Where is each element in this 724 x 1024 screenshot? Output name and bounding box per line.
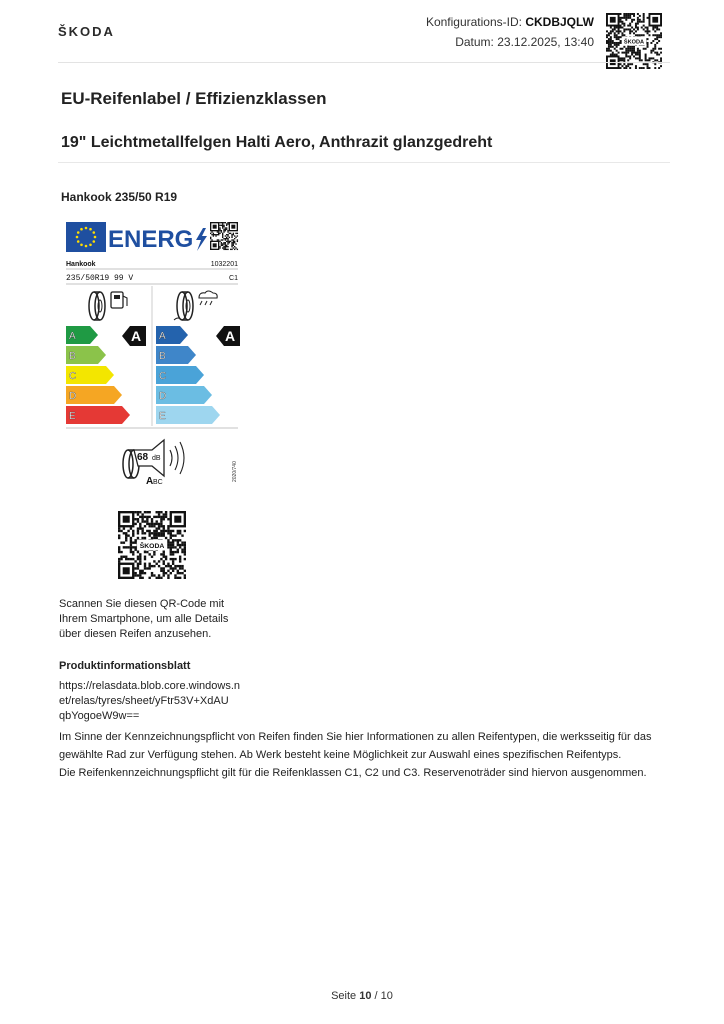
svg-text:C: C [69, 371, 77, 382]
scale-bar-a [66, 326, 98, 344]
scan-text-line: Ihrem Smartphone, um alle Details [59, 613, 229, 625]
scale-bar-d [156, 386, 212, 404]
product-sheet-url-line[interactable]: https://relasdata.blob.core.windows.n [59, 680, 240, 692]
svg-text:D: D [159, 391, 167, 402]
scale-bar-b [156, 346, 196, 364]
wet-grip-icon [174, 291, 217, 320]
product-sheet-heading: Produktinformationsblatt [59, 660, 191, 672]
date-value: 23.12.2025, 13:40 [497, 35, 594, 49]
scale-bar-d [66, 386, 122, 404]
config-id-line [426, 15, 594, 29]
fuel-class-indicator [122, 326, 146, 346]
label-qr-code-icon [210, 222, 238, 250]
product-sheet-link[interactable] [59, 679, 240, 724]
noise-db-value: 68 [137, 452, 149, 463]
noise-db-unit: dB [152, 455, 161, 462]
skoda-logo: ŠKODA [58, 24, 115, 39]
label-class: C1 [229, 275, 238, 282]
info-line: Die Reifenkennzeichnungspflicht gilt für die Reifenklassen C1, C2 und C3. Reservenoträder sind hiervon ausgenommen. [59, 767, 647, 779]
wet-class-indicator [216, 326, 240, 346]
svg-text:D: D [69, 391, 77, 402]
svg-text:A: A [159, 331, 166, 342]
scale-bar-c [66, 366, 114, 384]
info-line: Im Sinne der Kennzeichnungspflicht von Reifen finden Sie hier Informationen zu allen Reifentypen, die werksseitig für das [59, 731, 652, 743]
page-sep: / [374, 990, 378, 1002]
svg-text:B: B [69, 351, 76, 362]
page-subtitle: 19" Leichtmetallfelgen Halti Aero, Anthrazit glanzgedreht [61, 134, 493, 151]
qr-logo-text: ŠKODA [139, 543, 165, 551]
scale-bar-e [156, 406, 220, 424]
scale-bar-a [156, 326, 188, 344]
svg-text:A: A [69, 331, 76, 342]
info-paragraph [59, 728, 652, 782]
wet-class-value: A [224, 328, 236, 344]
wet-grip-scale [156, 326, 220, 424]
label-brand: Hankook [66, 261, 96, 268]
config-id-value: CKDBJQLW [525, 15, 594, 29]
energy-bolt-icon [196, 228, 207, 251]
svg-text:E: E [159, 411, 166, 422]
eu-flag-icon [66, 222, 106, 252]
subtitle-divider [58, 162, 670, 163]
page-number [0, 990, 724, 1002]
fuel-class-value: A [130, 328, 142, 344]
fuel-efficiency-scale [66, 326, 130, 424]
scan-text-line: über diesen Reifen anzusehen. [59, 628, 212, 640]
date-label: Datum: [455, 35, 494, 49]
label-size: 235/50R19 99 V [66, 274, 134, 283]
eu-tyre-label-graphic [64, 220, 240, 492]
page-current: 10 [359, 990, 372, 1002]
svg-text:E: E [69, 411, 76, 422]
date-line [455, 35, 594, 49]
fuel-efficiency-icon [89, 292, 127, 320]
scale-bar-c [156, 366, 204, 384]
scale-bar-e [66, 406, 130, 424]
header-divider [58, 62, 670, 63]
eu-tyre-label [64, 220, 240, 492]
scan-instructions [59, 597, 228, 642]
product-sheet-url-line[interactable]: qbYogoeW9w== [59, 710, 140, 722]
product-sheet-url-line[interactable]: et/relas/tyres/sheet/yFtr53V+XdAU [59, 695, 229, 707]
scan-text-line: Scannen Sie diesen QR-Code mit [59, 598, 225, 610]
config-id-label: Konfigurations-ID: [425, 15, 522, 29]
header-qr-code-icon [606, 13, 662, 69]
svg-text:B: B [159, 351, 166, 362]
product-qr-code-icon[interactable] [118, 511, 186, 579]
info-line: gewählte Rad zur Verfügung stehen. Ab Werk besteht keine Möglichkeit zur Auswahl eines spezifischen Reifentyps. [59, 749, 622, 761]
energy-word: ENERG [108, 226, 194, 253]
noise-class-bc: BC [153, 479, 163, 486]
qr-logo-text: ŠKODA [623, 39, 645, 46]
label-code: 1032201 [210, 261, 238, 268]
svg-text:C: C [159, 371, 167, 382]
label-regulation: 2020/740 [232, 461, 238, 482]
tyre-heading: Hankook 235/50 R19 [61, 190, 178, 204]
page-total: 10 [380, 990, 393, 1002]
noise-class-a: A [146, 476, 154, 487]
page-prefix: Seite [331, 990, 357, 1002]
scale-bar-b [66, 346, 106, 364]
page-title: EU-Reifenlabel / Effizienzklassen [61, 89, 327, 108]
